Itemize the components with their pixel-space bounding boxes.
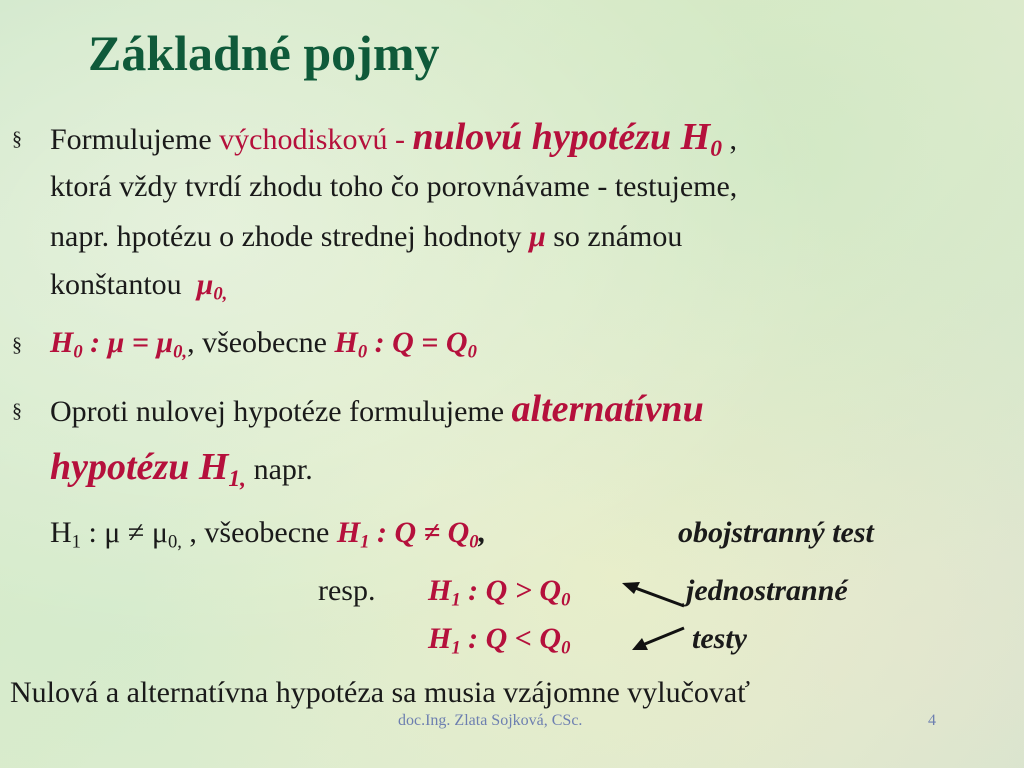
- p1-line4-a: konštantou: [50, 268, 182, 301]
- p2-text-mid: , všeobecne: [187, 326, 335, 359]
- p3-text-a: Oproti nulovej hypotéze formulujeme: [50, 395, 505, 428]
- alternative-term: alternatívnu: [511, 388, 704, 430]
- page-number: 4: [928, 712, 936, 729]
- p3-text-d: napr.: [253, 453, 313, 486]
- bullet-icon: §: [12, 400, 22, 422]
- slide-title: Základné pojmy: [88, 25, 440, 81]
- p1-line2: ktorá vždy tvrdí zhodu toho čo porovnávame - testujeme,: [50, 170, 738, 203]
- h0-equation-q: $H_0$ : $Q = Q_0$: [334, 326, 477, 363]
- onesided-label-1: jednostranné: [686, 574, 848, 607]
- null-hypothesis-term: nulovú hypotézu $H_0$: [412, 116, 722, 163]
- resp-label: resp.: [318, 574, 376, 607]
- mu0-symbol: $\mu_{0,}$: [196, 268, 228, 305]
- bullet-icon: §: [12, 334, 22, 356]
- footer-author: doc.Ing. Zlata Sojková, CSc.: [398, 712, 583, 729]
- row1-comma: ,: [478, 516, 487, 549]
- p1-text-b: východiskovú -: [219, 123, 413, 156]
- alternative-hypothesis-term: hypotézu $H_{1,}$: [50, 446, 247, 493]
- arrow-lower: [640, 628, 684, 646]
- h1-equation-neq: $H_1$ : $Q \ne Q_0$: [336, 516, 479, 553]
- h1-equation-gt: $H_1$ : $Q > Q_0$: [428, 574, 571, 611]
- arrow-upper: [630, 586, 684, 606]
- h0-equation-mu: $H_0$ : $\mu = \mu_{0,}$: [50, 326, 188, 363]
- onesided-label-2: testy: [692, 622, 747, 655]
- bullet-icon: §: [12, 128, 22, 150]
- p1-text-d: ,: [722, 123, 737, 156]
- twosided-test-label: obojstranný test: [678, 516, 874, 549]
- h1-equation-mu: $H_1$ : $\mu \ne \mu_{0,}$: [50, 516, 182, 553]
- p1-text-a: Formulujeme: [50, 123, 212, 156]
- row1-text-c: , všeobecne: [181, 516, 337, 549]
- conclusion-text: Nulová a alternatívna hypotéza sa musia vzájomne vylučovať: [10, 676, 751, 709]
- p1-line3-a: napr. hpotézu o zhode strednej hodnoty: [50, 220, 522, 253]
- p1-line3-b: so známou: [553, 220, 683, 253]
- mu-symbol: μ: [529, 220, 546, 253]
- h1-equation-lt: $H_1$ : $Q < Q_0$: [428, 622, 571, 659]
